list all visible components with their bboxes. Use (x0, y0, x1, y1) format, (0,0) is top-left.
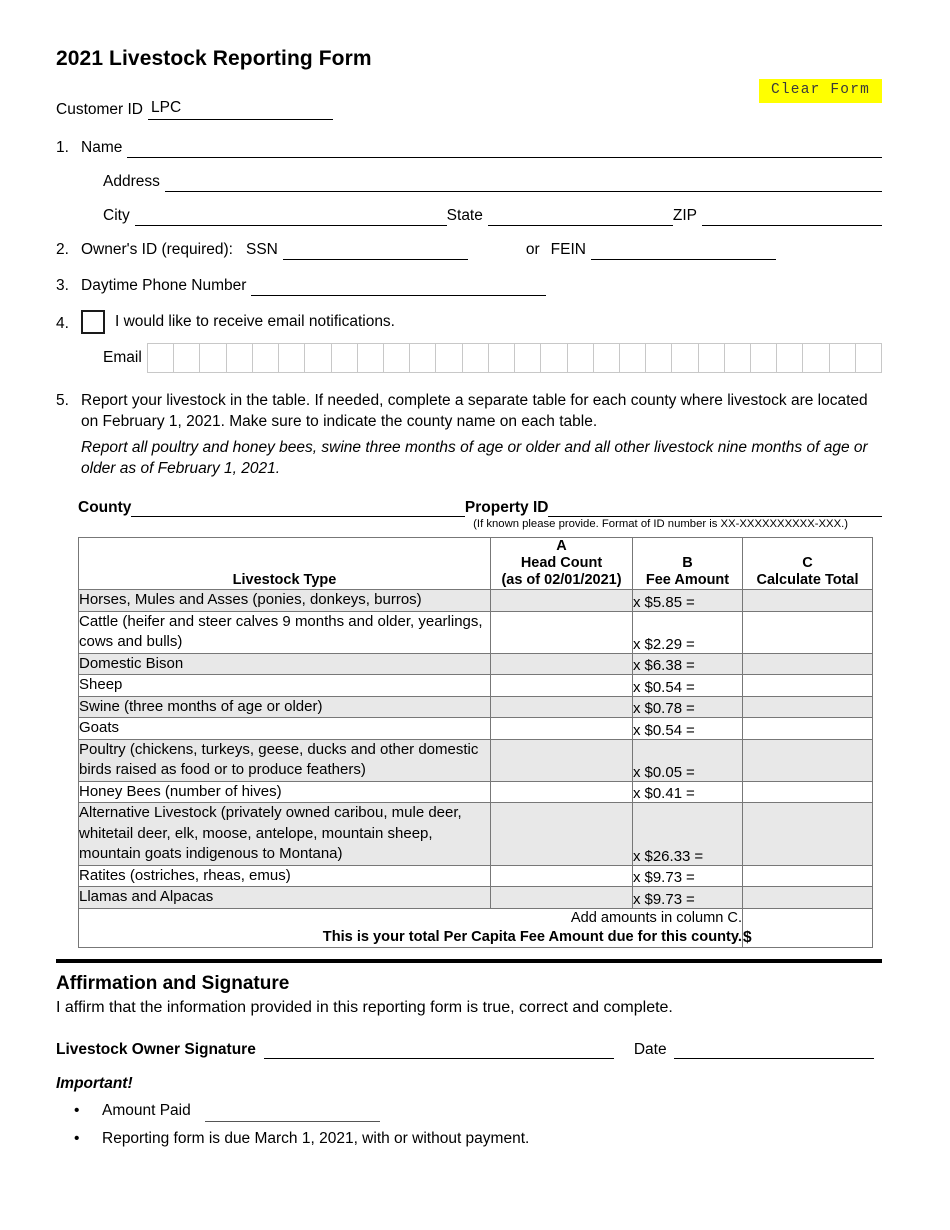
or-label: or (525, 241, 540, 258)
multiply-symbol: x (633, 635, 641, 653)
email-comb-cell[interactable] (620, 344, 646, 372)
fee-amount-value: $0.54 (644, 678, 683, 696)
equals-symbol: = (694, 847, 704, 865)
fee-amount-value: $2.29 (644, 635, 683, 653)
dollar-symbol: $ (743, 928, 752, 946)
head-count-input[interactable] (491, 803, 633, 866)
email-comb-cell[interactable] (227, 344, 253, 372)
email-comb-cell[interactable] (646, 344, 672, 372)
owner-id-label: Owner's ID (required): (81, 241, 233, 258)
item-instructions (56, 391, 882, 479)
state-label: State (446, 207, 483, 224)
multiply-symbol: x (633, 847, 641, 865)
phone-label: Daytime Phone Number (81, 277, 247, 294)
property-id-note: (If known please provide. Format of ID number is XX-XXXXXXXXXX-XXX.) (473, 518, 848, 530)
email-comb-cell[interactable] (305, 344, 331, 372)
date-label: Date (633, 1040, 667, 1058)
header-col-a-line2: (as of 02/01/2021) (501, 572, 622, 588)
email-optin-row (81, 310, 882, 334)
header (56, 46, 882, 98)
fee-amount-value: $9.73 (644, 890, 683, 908)
header-col-a-line1: Head Count (520, 555, 603, 571)
email-comb-cell[interactable] (200, 344, 226, 372)
calculate-total-input[interactable] (743, 653, 873, 675)
fee-amount-cell (633, 781, 743, 803)
table-row (79, 590, 873, 612)
calculate-total-input[interactable] (743, 718, 873, 740)
name-label: Name (81, 139, 123, 156)
head-count-input[interactable] (491, 887, 633, 909)
email-notifications-checkbox[interactable] (81, 310, 105, 334)
city-input[interactable] (135, 208, 447, 226)
equals-symbol: = (686, 593, 695, 611)
fee-amount-cell (633, 611, 743, 653)
calculate-total-input[interactable] (743, 865, 873, 887)
fee-amount-cell (633, 675, 743, 697)
property-id-label: Property ID (464, 499, 549, 516)
item-number-spacer-a (56, 172, 81, 192)
county-label: County (78, 499, 132, 516)
calculate-total-input[interactable] (743, 696, 873, 718)
fee-amount-cell (633, 865, 743, 887)
multiply-symbol: x (633, 869, 641, 886)
email-comb-cell[interactable] (384, 344, 410, 372)
livestock-type-cell: Cattle (heifer and steer calves 9 months and older, yearlings, cows and bulls) (79, 611, 491, 653)
property-id-input[interactable] (548, 499, 882, 517)
item-number-5: 5. (56, 392, 69, 409)
fee-amount-value: $6.38 (644, 657, 683, 674)
livestock-table (78, 537, 873, 948)
fee-amount-cell (633, 803, 743, 866)
table-row (79, 718, 873, 740)
table-row (79, 675, 873, 697)
affirmation-title: Affirmation and Signature (56, 972, 290, 994)
fee-amount-value: $26.33 (644, 847, 691, 865)
head-count-input[interactable] (491, 865, 633, 887)
item-number-4: 4. (56, 315, 69, 332)
email-comb-cell[interactable] (436, 344, 462, 372)
equals-symbol: = (686, 890, 695, 908)
livestock-type-cell: Poultry (chickens, turkeys, geese, ducks and other domestic birds raised as food or to produce feathers) (79, 739, 491, 781)
table-total-row (79, 908, 873, 947)
fein-input[interactable] (591, 242, 776, 260)
email-comb-cell[interactable] (725, 344, 751, 372)
important-bullet-due-date (56, 1128, 882, 1150)
fee-amount-cell (633, 590, 743, 612)
due-date-text: Reporting form is due March 1, 2021, with or without payment. (102, 1129, 530, 1147)
multiply-symbol: x (633, 678, 641, 696)
equals-symbol: = (686, 763, 695, 781)
item-email-optin (56, 310, 882, 373)
header-col-b-label: Fee Amount (645, 572, 730, 588)
multiply-symbol: x (633, 593, 641, 611)
table-row (79, 803, 873, 866)
equals-symbol: = (686, 700, 695, 717)
email-comb-cell[interactable] (253, 344, 279, 372)
fee-amount-cell (633, 653, 743, 675)
fee-amount-value: $0.41 (644, 785, 683, 802)
header-calculate-total (743, 538, 873, 590)
item-number-3: 3. (56, 277, 69, 294)
item-city-state-zip (56, 206, 882, 226)
livestock-type-cell: Horses, Mules and Asses (ponies, donkeys, burros) (79, 590, 491, 612)
grand-total-input[interactable] (743, 908, 873, 947)
ssn-input[interactable] (283, 242, 468, 260)
table-row (79, 653, 873, 675)
item-name (56, 138, 882, 158)
email-comb-cell[interactable] (830, 344, 856, 372)
livestock-type-cell: Alternative Livestock (privately owned caribou, mule deer, whitetail deer, elk, moose, antelope, mountain sheep, mountain goats indigenous to Montana) (79, 803, 491, 866)
signature-label: Livestock Owner Signature (56, 1040, 256, 1058)
name-row (81, 138, 882, 158)
fee-amount-cell (633, 696, 743, 718)
total-line-1: Add amounts in column C. (570, 909, 742, 926)
multiply-symbol: x (633, 700, 641, 717)
item-number-spacer-b (56, 206, 81, 226)
zip-label: ZIP (672, 207, 697, 224)
email-field-row (81, 343, 882, 373)
city-label: City (103, 207, 130, 224)
page-title: 2021 Livestock Reporting Form (56, 47, 372, 70)
email-label: Email (103, 349, 142, 366)
calculate-total-input[interactable] (743, 675, 873, 697)
important-bullet-amount-paid (56, 1100, 882, 1122)
important-title: Important! (56, 1074, 133, 1092)
calculate-total-input[interactable] (743, 887, 873, 909)
email-comb-cell[interactable] (856, 344, 881, 372)
header-livestock-type: Livestock Type (79, 538, 491, 590)
date-input[interactable] (674, 1040, 874, 1059)
bullet-icon-2: • (74, 1129, 80, 1147)
email-comb-cell[interactable] (568, 344, 594, 372)
bullet-icon: • (74, 1101, 80, 1119)
fein-label: FEIN (550, 241, 586, 258)
state-input[interactable] (488, 208, 673, 226)
fee-amount-value: $0.54 (644, 721, 683, 739)
multiply-symbol: x (633, 785, 641, 802)
signature-row (56, 1040, 882, 1059)
fee-amount-value: $0.05 (644, 763, 683, 781)
phone-input[interactable] (251, 278, 546, 296)
livestock-type-cell: Honey Bees (number of hives) (79, 781, 491, 803)
email-comb-cell[interactable] (148, 344, 174, 372)
instructions-paragraph: Report your livestock in the table. If needed, complete a separate table for each county where livestock are located on February 1, 2021. Make sure to indicate the county name on each table. (81, 392, 868, 430)
signature-input[interactable] (264, 1040, 614, 1059)
head-count-input[interactable] (491, 739, 633, 781)
table-row (79, 887, 873, 909)
customer-id-label: Customer ID (56, 101, 143, 118)
equals-symbol: = (686, 721, 695, 739)
item-address (56, 172, 882, 192)
email-comb-cell[interactable] (777, 344, 803, 372)
email-comb-cell[interactable] (489, 344, 515, 372)
item-phone (56, 276, 882, 296)
multiply-symbol: x (633, 763, 641, 781)
customer-id-input[interactable]: LPC (148, 98, 333, 120)
table-row (79, 739, 873, 781)
email-comb-cell[interactable] (410, 344, 436, 372)
header-col-c-letter: C (802, 555, 813, 571)
livestock-type-cell: Domestic Bison (79, 653, 491, 675)
email-comb-cell[interactable] (803, 344, 829, 372)
table-header-row (79, 538, 873, 590)
fee-amount-value: $5.85 (644, 593, 683, 611)
header-fee-amount (633, 538, 743, 590)
total-line-2: This is your total Per Capita Fee Amount due for this county. (322, 928, 742, 945)
email-comb-cell[interactable] (174, 344, 200, 372)
head-count-input[interactable] (491, 590, 633, 612)
head-count-input[interactable] (491, 718, 633, 740)
equals-symbol: = (686, 785, 695, 802)
head-count-input[interactable] (491, 653, 633, 675)
table-row (79, 865, 873, 887)
fee-amount-cell (633, 887, 743, 909)
phone-row (81, 276, 882, 296)
equals-symbol: = (686, 869, 695, 886)
head-count-input[interactable] (491, 675, 633, 697)
item-owner-id (56, 240, 882, 260)
name-input[interactable] (127, 140, 882, 158)
equals-symbol: = (686, 678, 695, 696)
section-divider (56, 959, 882, 963)
head-count-input[interactable] (491, 696, 633, 718)
email-comb-cell[interactable] (463, 344, 489, 372)
email-comb-cell[interactable] (541, 344, 567, 372)
livestock-type-cell: Swine (three months of age or older) (79, 696, 491, 718)
header-col-a-letter: A (556, 538, 567, 554)
county-property-row (56, 499, 882, 517)
table-row (79, 781, 873, 803)
address-input[interactable] (165, 174, 882, 192)
affirmation-text: I affirm that the information provided in this reporting form is true, correct and complete. (56, 998, 673, 1016)
email-comb-cell[interactable] (594, 344, 620, 372)
instructions-italic-note: Report all poultry and honey bees, swine three months of age or older and all other livestock nine months of age or older as of February 1, 2021. (81, 439, 868, 477)
fee-amount-value: $9.73 (644, 869, 683, 886)
email-comb-cell[interactable] (672, 344, 698, 372)
email-comb-cell[interactable] (279, 344, 305, 372)
calculate-total-input[interactable] (743, 611, 873, 653)
livestock-type-cell: Ratites (ostriches, rheas, emus) (79, 865, 491, 887)
livestock-type-cell: Llamas and Alpacas (79, 887, 491, 909)
email-comb-cell[interactable] (515, 344, 541, 372)
livestock-type-cell: Sheep (79, 675, 491, 697)
zip-input[interactable] (702, 208, 882, 226)
head-count-input[interactable] (491, 781, 633, 803)
calculate-total-input[interactable] (743, 781, 873, 803)
multiply-symbol: x (633, 657, 641, 674)
city-state-zip-row (81, 206, 882, 226)
address-label: Address (103, 173, 160, 190)
item-number-1: 1. (56, 139, 69, 156)
fee-amount-value: $0.78 (644, 700, 683, 717)
header-head-count (491, 538, 633, 590)
county-input[interactable] (131, 499, 465, 517)
calculate-total-input[interactable] (743, 590, 873, 612)
equals-symbol: = (686, 635, 695, 653)
email-comb-cell[interactable] (751, 344, 777, 372)
email-input[interactable] (147, 343, 882, 373)
header-col-b-letter: B (682, 555, 693, 571)
clear-form-button[interactable]: Clear Form (759, 79, 882, 103)
livestock-type-cell: Goats (79, 718, 491, 740)
multiply-symbol: x (633, 890, 641, 908)
calculate-total-input[interactable] (743, 803, 873, 866)
email-comb-cell[interactable] (358, 344, 384, 372)
head-count-input[interactable] (491, 611, 633, 653)
table-row (79, 611, 873, 653)
email-comb-cell[interactable] (332, 344, 358, 372)
email-comb-cell[interactable] (699, 344, 725, 372)
calculate-total-input[interactable] (743, 739, 873, 781)
fee-amount-cell (633, 718, 743, 740)
ssn-label: SSN (245, 241, 278, 258)
item-number-2: 2. (56, 241, 69, 258)
owner-id-row (81, 240, 882, 260)
header-col-c-label: Calculate Total (756, 572, 859, 588)
fee-amount-cell (633, 739, 743, 781)
email-optin-label: I would like to receive email notifications. (115, 313, 395, 330)
table-row (79, 696, 873, 718)
multiply-symbol: x (633, 721, 641, 739)
amount-paid-input[interactable] (205, 1104, 380, 1122)
address-row (81, 172, 882, 192)
amount-paid-label: Amount Paid (102, 1101, 191, 1119)
total-row-label (79, 908, 743, 947)
equals-symbol: = (686, 657, 695, 674)
